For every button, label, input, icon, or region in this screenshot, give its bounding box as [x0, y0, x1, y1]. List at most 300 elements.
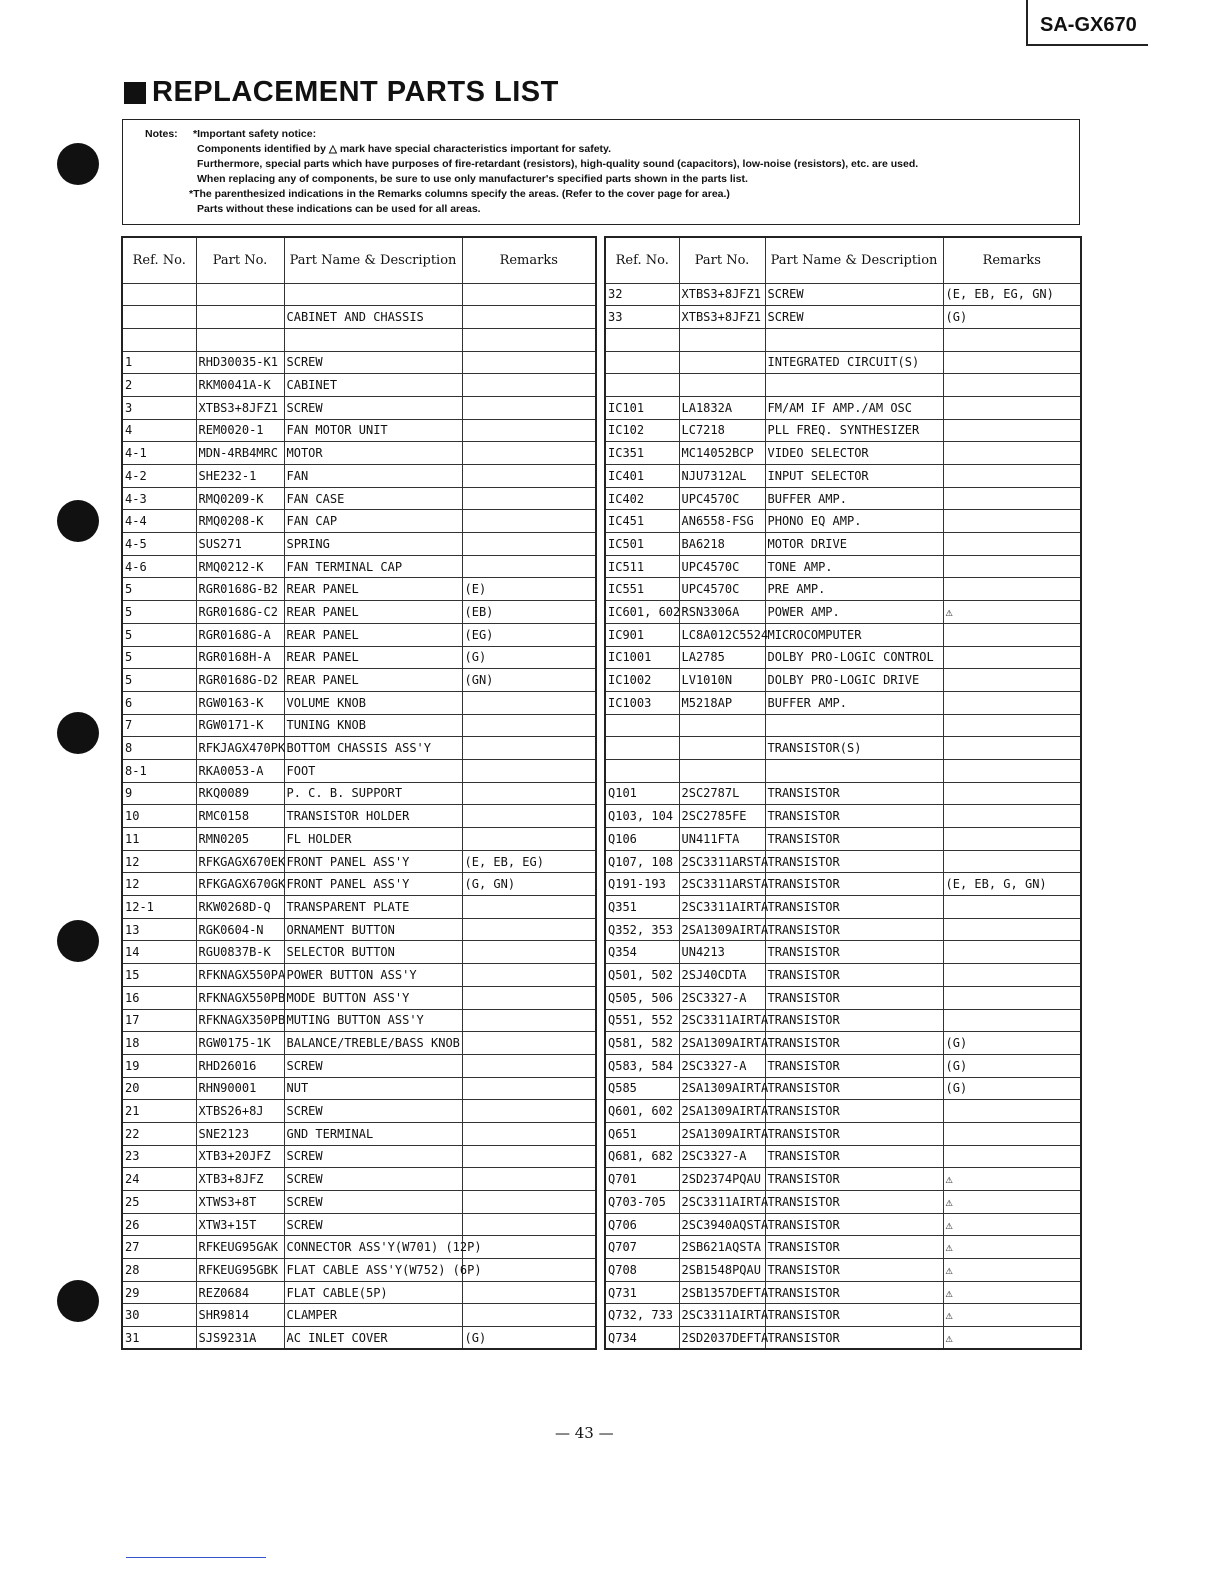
table-row	[122, 555, 596, 578]
description-cell: TRANSISTOR	[765, 850, 943, 873]
parts-table-left	[121, 236, 597, 1350]
description-cell: FOOT	[284, 759, 462, 782]
ref-no-cell: 11	[122, 828, 196, 851]
ref-no-cell	[122, 328, 196, 351]
remarks-cell	[462, 419, 596, 442]
part-no-cell: RFKGAGX670GK	[196, 873, 284, 896]
description-cell: FAN CASE	[284, 487, 462, 510]
table-row	[122, 533, 596, 556]
table-row	[122, 1327, 596, 1350]
description-cell: SCREW	[765, 283, 943, 306]
description-cell: FAN TERMINAL CAP	[284, 555, 462, 578]
table-row	[122, 306, 596, 329]
part-no-cell: MDN-4RB4MRC	[196, 442, 284, 465]
part-no-cell: XTBS3+8JFZ1	[196, 396, 284, 419]
remarks-cell: (GN)	[462, 669, 596, 692]
table-row	[605, 759, 1081, 782]
ref-no-cell: Q585	[605, 1077, 679, 1100]
col-remarks: Remarks	[943, 237, 1081, 283]
table-row	[605, 623, 1081, 646]
description-cell: TRANSISTOR	[765, 1009, 943, 1032]
table-row	[122, 986, 596, 1009]
table-row	[605, 1304, 1081, 1327]
table-row	[122, 1077, 596, 1100]
table-row	[605, 1032, 1081, 1055]
description-cell: BUFFER AMP.	[765, 691, 943, 714]
part-no-cell: 2SC3311AIRTA	[679, 896, 765, 919]
part-no-cell: RGR0168G-D2	[196, 669, 284, 692]
part-no-cell: LC8A012C5524	[679, 623, 765, 646]
remarks-cell	[462, 1009, 596, 1032]
ref-no-cell: 3	[122, 396, 196, 419]
description-cell: TRANSISTOR	[765, 1327, 943, 1350]
remarks-cell	[462, 737, 596, 760]
table-row	[605, 396, 1081, 419]
page-number: — 43 —	[555, 1424, 614, 1442]
part-no-cell: RHN90001	[196, 1077, 284, 1100]
table-row	[605, 941, 1081, 964]
table-row	[605, 1145, 1081, 1168]
remarks-cell	[462, 1304, 596, 1327]
description-cell: POWER AMP.	[765, 601, 943, 624]
ref-no-cell: Q651	[605, 1122, 679, 1145]
description-cell: SCREW	[284, 351, 462, 374]
part-no-cell: RGR0168G-A	[196, 623, 284, 646]
ref-no-cell: 20	[122, 1077, 196, 1100]
remarks-cell	[462, 714, 596, 737]
table-row	[122, 918, 596, 941]
remarks-cell: (G)	[943, 1032, 1081, 1055]
table-row	[122, 1281, 596, 1304]
table-row	[605, 328, 1081, 351]
remarks-cell	[462, 306, 596, 329]
description-cell: TRANSISTOR	[765, 964, 943, 987]
col-ref-no: Ref. No.	[122, 237, 196, 283]
table-row	[605, 1191, 1081, 1214]
part-no-cell: 2SA1309AIRTA	[679, 1032, 765, 1055]
remarks-cell	[462, 1054, 596, 1077]
description-cell: PRE AMP.	[765, 578, 943, 601]
description-cell	[765, 328, 943, 351]
ref-no-cell: 4-4	[122, 510, 196, 533]
table-row	[122, 465, 596, 488]
description-cell: CLAMPER	[284, 1304, 462, 1327]
part-no-cell: 2SC3311AIRTA	[679, 1009, 765, 1032]
ref-no-cell: 4-1	[122, 442, 196, 465]
remarks-cell	[462, 986, 596, 1009]
description-cell: TRANSISTOR	[765, 918, 943, 941]
description-cell: VIDEO SELECTOR	[765, 442, 943, 465]
part-no-cell: RHD26016	[196, 1054, 284, 1077]
remarks-cell: ⚠	[943, 601, 1081, 624]
remarks-cell: ⚠	[943, 1259, 1081, 1282]
ref-no-cell: 26	[122, 1213, 196, 1236]
description-cell: REAR PANEL	[284, 646, 462, 669]
table-row	[122, 442, 596, 465]
remarks-cell	[943, 1145, 1081, 1168]
ref-no-cell: Q681, 682	[605, 1145, 679, 1168]
part-no-cell: REZ0684	[196, 1281, 284, 1304]
ref-no-cell: 4-5	[122, 533, 196, 556]
notes-line: *Important safety notice:	[193, 128, 317, 140]
table-row	[605, 737, 1081, 760]
ref-no-cell: 30	[122, 1304, 196, 1327]
table-row	[605, 896, 1081, 919]
description-cell: SCREW	[284, 1213, 462, 1236]
table-row	[605, 1281, 1081, 1304]
table-row	[605, 1009, 1081, 1032]
part-no-cell: NJU7312AL	[679, 465, 765, 488]
table-row	[605, 419, 1081, 442]
remarks-cell	[462, 465, 596, 488]
ref-no-cell: IC451	[605, 510, 679, 533]
remarks-cell	[943, 896, 1081, 919]
remarks-cell	[462, 1259, 596, 1282]
description-cell: TRANSISTOR	[765, 1213, 943, 1236]
remarks-cell: (E, EB, EG)	[462, 850, 596, 873]
remarks-cell: (G)	[943, 1077, 1081, 1100]
table-row	[605, 1327, 1081, 1350]
description-cell: DOLBY PRO-LOGIC DRIVE	[765, 669, 943, 692]
notes-label: Notes:	[145, 128, 178, 140]
description-cell: MICROCOMPUTER	[765, 623, 943, 646]
description-cell: TRANSISTOR	[765, 986, 943, 1009]
remarks-cell	[943, 669, 1081, 692]
part-no-cell: SHR9814	[196, 1304, 284, 1327]
description-cell: MOTOR DRIVE	[765, 533, 943, 556]
description-cell	[765, 374, 943, 397]
table-row	[122, 601, 596, 624]
part-no-cell: 2SB1548PQAU	[679, 1259, 765, 1282]
description-cell: FAN CAP	[284, 510, 462, 533]
part-no-cell: 2SC3327-A	[679, 986, 765, 1009]
ref-no-cell: 5	[122, 669, 196, 692]
part-no-cell	[196, 283, 284, 306]
remarks-cell	[462, 442, 596, 465]
ref-no-cell	[605, 714, 679, 737]
ref-no-cell: IC1003	[605, 691, 679, 714]
ref-no-cell: 14	[122, 941, 196, 964]
part-no-cell: RMQ0208-K	[196, 510, 284, 533]
description-cell: TRANSISTOR	[765, 805, 943, 828]
table-row	[122, 374, 596, 397]
ref-no-cell: Q734	[605, 1327, 679, 1350]
ref-no-cell: Q707	[605, 1236, 679, 1259]
table-row	[122, 1032, 596, 1055]
remarks-cell	[462, 896, 596, 919]
remarks-cell: ⚠	[943, 1236, 1081, 1259]
ref-no-cell: Q551, 552	[605, 1009, 679, 1032]
description-cell: FM/AM IF AMP./AM OSC	[765, 396, 943, 419]
remarks-cell: ⚠	[943, 1168, 1081, 1191]
table-row	[605, 782, 1081, 805]
ref-no-cell: 29	[122, 1281, 196, 1304]
description-cell: TRANSISTOR	[765, 1304, 943, 1327]
ref-no-cell: Q732, 733	[605, 1304, 679, 1327]
ref-no-cell: 12	[122, 850, 196, 873]
part-no-cell: SHE232-1	[196, 465, 284, 488]
part-no-cell: 2SC3327-A	[679, 1145, 765, 1168]
description-cell: NUT	[284, 1077, 462, 1100]
part-no-cell: RMQ0209-K	[196, 487, 284, 510]
part-no-cell: RMQ0212-K	[196, 555, 284, 578]
remarks-cell	[943, 737, 1081, 760]
description-cell: TRANSISTOR	[765, 1077, 943, 1100]
ref-no-cell	[122, 283, 196, 306]
description-cell: SCREW	[284, 1145, 462, 1168]
part-no-cell: UPC4570C	[679, 487, 765, 510]
remarks-cell: (G, GN)	[462, 873, 596, 896]
part-no-cell: RMC0158	[196, 805, 284, 828]
table-row	[605, 442, 1081, 465]
ref-no-cell: Q703-705	[605, 1191, 679, 1214]
ref-no-cell: Q103, 104	[605, 805, 679, 828]
title-square-icon	[124, 82, 146, 104]
ref-no-cell: Q583, 584	[605, 1054, 679, 1077]
col-description: Part Name & Description	[284, 237, 462, 283]
remarks-cell	[462, 918, 596, 941]
table-row	[122, 1054, 596, 1077]
description-cell: TRANSISTOR(S)	[765, 737, 943, 760]
ref-no-cell: Q505, 506	[605, 986, 679, 1009]
description-cell: REAR PANEL	[284, 623, 462, 646]
punch-hole-icon	[57, 712, 99, 754]
part-no-cell: XTWS3+8T	[196, 1191, 284, 1214]
table-row	[122, 578, 596, 601]
remarks-cell	[943, 533, 1081, 556]
remarks-cell	[943, 487, 1081, 510]
remarks-cell	[462, 487, 596, 510]
part-no-cell: 2SJ40CDTA	[679, 964, 765, 987]
table-row	[605, 555, 1081, 578]
remarks-cell	[943, 465, 1081, 488]
table-row	[122, 805, 596, 828]
table-row	[605, 1213, 1081, 1236]
remarks-cell	[943, 782, 1081, 805]
part-no-cell: RFKNAGX550PA	[196, 964, 284, 987]
part-no-cell: 2SB1357DEFTA	[679, 1281, 765, 1304]
part-no-cell	[679, 351, 765, 374]
table-row	[605, 828, 1081, 851]
remarks-cell	[943, 805, 1081, 828]
notes-line: Parts without these indications can be used for all areas.	[197, 203, 481, 215]
remarks-cell	[943, 691, 1081, 714]
remarks-cell: (E, EB, G, GN)	[943, 873, 1081, 896]
part-no-cell: 2SB621AQSTA	[679, 1236, 765, 1259]
part-no-cell: RKW0268D-Q	[196, 896, 284, 919]
table-row	[122, 1100, 596, 1123]
remarks-cell	[943, 555, 1081, 578]
ref-no-cell	[605, 759, 679, 782]
part-no-cell: 2SC3311ARSTA	[679, 850, 765, 873]
table-row	[122, 1009, 596, 1032]
part-no-cell: RGR0168G-B2	[196, 578, 284, 601]
remarks-cell	[943, 1100, 1081, 1123]
part-no-cell: RKA0053-A	[196, 759, 284, 782]
ref-no-cell: Q351	[605, 896, 679, 919]
table-row	[122, 669, 596, 692]
remarks-cell	[462, 805, 596, 828]
ref-no-cell: IC101	[605, 396, 679, 419]
ref-no-cell: 28	[122, 1259, 196, 1282]
remarks-cell	[943, 328, 1081, 351]
remarks-cell	[462, 328, 596, 351]
description-cell: SCREW	[284, 396, 462, 419]
punch-hole-icon	[57, 1280, 99, 1322]
description-cell: POWER BUTTON ASS'Y	[284, 964, 462, 987]
part-no-cell: RHD30035-K1	[196, 351, 284, 374]
part-no-cell: RGW0171-K	[196, 714, 284, 737]
part-no-cell: UN411FTA	[679, 828, 765, 851]
table-row	[122, 759, 596, 782]
remarks-cell	[462, 1032, 596, 1055]
part-no-cell: LV1010N	[679, 669, 765, 692]
remarks-cell	[943, 442, 1081, 465]
part-no-cell: UPC4570C	[679, 578, 765, 601]
col-description: Part Name & Description	[765, 237, 943, 283]
remarks-cell: (E)	[462, 578, 596, 601]
description-cell: TRANSISTOR	[765, 1122, 943, 1145]
remarks-cell	[462, 964, 596, 987]
description-cell: TRANSISTOR	[765, 1054, 943, 1077]
description-cell: FL HOLDER	[284, 828, 462, 851]
remarks-cell: ⚠	[943, 1327, 1081, 1350]
description-cell: FAN	[284, 465, 462, 488]
ref-no-cell: IC511	[605, 555, 679, 578]
description-cell	[765, 759, 943, 782]
remarks-cell	[943, 941, 1081, 964]
ref-no-cell: Q101	[605, 782, 679, 805]
ref-no-cell: 27	[122, 1236, 196, 1259]
part-no-cell: XTW3+15T	[196, 1213, 284, 1236]
part-no-cell	[679, 759, 765, 782]
remarks-cell	[943, 964, 1081, 987]
part-no-cell: 2SA1309AIRTA	[679, 918, 765, 941]
ref-no-cell: 1	[122, 351, 196, 374]
table-row	[605, 873, 1081, 896]
description-cell: SPRING	[284, 533, 462, 556]
part-no-cell: RFKNAGX550PB	[196, 986, 284, 1009]
description-cell: TRANSPARENT PLATE	[284, 896, 462, 919]
remarks-cell	[943, 510, 1081, 533]
ref-no-cell: 5	[122, 646, 196, 669]
notes-line: Furthermore, special parts which have purposes of fire-retardant (resistors), high-quality sound (capacitors), low-noise (resistors), etc. are used.	[197, 158, 919, 170]
ref-no-cell: 12-1	[122, 896, 196, 919]
description-cell: PHONO EQ AMP.	[765, 510, 943, 533]
parts-table-right	[604, 236, 1082, 1350]
notes-line: When replacing any of components, be sure to use only manufacturer's specified parts shown in the parts list.	[197, 173, 748, 185]
remarks-cell	[943, 351, 1081, 374]
table-row	[122, 419, 596, 442]
ref-no-cell: IC1001	[605, 646, 679, 669]
remarks-cell	[462, 691, 596, 714]
part-no-cell: RKQ0089	[196, 782, 284, 805]
description-cell: CONNECTOR ASS'Y(W701) (12P)	[284, 1236, 462, 1259]
part-no-cell: MC14052BCP	[679, 442, 765, 465]
remarks-cell	[462, 828, 596, 851]
description-cell: MODE BUTTON ASS'Y	[284, 986, 462, 1009]
table-row	[605, 510, 1081, 533]
part-no-cell: 2SC3311AIRTA	[679, 1191, 765, 1214]
part-no-cell: 2SC3311ARSTA	[679, 873, 765, 896]
ref-no-cell: 4-2	[122, 465, 196, 488]
table-row	[605, 805, 1081, 828]
part-no-cell: 2SA1309AIRTA	[679, 1077, 765, 1100]
remarks-cell	[462, 1145, 596, 1168]
description-cell: INPUT SELECTOR	[765, 465, 943, 488]
ref-no-cell: IC1002	[605, 669, 679, 692]
ref-no-cell: IC351	[605, 442, 679, 465]
ref-no-cell: IC551	[605, 578, 679, 601]
table-row	[122, 964, 596, 987]
ref-no-cell: 4-3	[122, 487, 196, 510]
remarks-cell	[462, 533, 596, 556]
ref-no-cell: IC501	[605, 533, 679, 556]
remarks-cell: (G)	[943, 1054, 1081, 1077]
ref-no-cell: 8-1	[122, 759, 196, 782]
table-row	[122, 873, 596, 896]
notes-line: *The parenthesized indications in the Remarks columns specify the areas. (Refer to the cover page for area.)	[189, 188, 730, 200]
ref-no-cell: 7	[122, 714, 196, 737]
table-row	[122, 351, 596, 374]
part-no-cell: RFKEUG95GBK	[196, 1259, 284, 1282]
remarks-cell: (G)	[462, 646, 596, 669]
ref-no-cell: 10	[122, 805, 196, 828]
table-row	[605, 646, 1081, 669]
ref-no-cell: 5	[122, 601, 196, 624]
part-no-cell: M5218AP	[679, 691, 765, 714]
part-no-cell: XTBS26+8J	[196, 1100, 284, 1123]
table-row	[605, 850, 1081, 873]
ref-no-cell	[605, 374, 679, 397]
col-part-no: Part No.	[196, 237, 284, 283]
table-row	[605, 578, 1081, 601]
table-row	[122, 1304, 596, 1327]
description-cell: SCREW	[284, 1100, 462, 1123]
description-cell: BOTTOM CHASSIS ASS'Y	[284, 737, 462, 760]
remarks-cell	[943, 850, 1081, 873]
remarks-cell	[943, 419, 1081, 442]
ref-no-cell: 22	[122, 1122, 196, 1145]
ref-no-cell: 18	[122, 1032, 196, 1055]
table-row	[605, 601, 1081, 624]
ref-no-cell: Q191-193	[605, 873, 679, 896]
description-cell: BALANCE/TREBLE/BASS KNOB	[284, 1032, 462, 1055]
table-row	[122, 328, 596, 351]
description-cell: TRANSISTOR	[765, 873, 943, 896]
part-no-cell	[679, 374, 765, 397]
part-no-cell: RMN0205	[196, 828, 284, 851]
remarks-cell	[943, 1122, 1081, 1145]
table-row	[605, 691, 1081, 714]
notes-line: Components identified by △ mark have special characteristics important for safety.	[197, 143, 612, 155]
table-row	[605, 1122, 1081, 1145]
ref-no-cell	[605, 351, 679, 374]
ref-no-cell: Q581, 582	[605, 1032, 679, 1055]
ref-no-cell: 4-6	[122, 555, 196, 578]
description-cell: MOTOR	[284, 442, 462, 465]
remarks-cell	[462, 510, 596, 533]
table-row	[605, 1054, 1081, 1077]
remarks-cell	[943, 1009, 1081, 1032]
table-row	[122, 1236, 596, 1259]
remarks-cell	[462, 1281, 596, 1304]
table-row	[122, 737, 596, 760]
description-cell: FLAT CABLE(5P)	[284, 1281, 462, 1304]
part-no-cell: UPC4570C	[679, 555, 765, 578]
table-row	[122, 714, 596, 737]
table-row	[122, 691, 596, 714]
